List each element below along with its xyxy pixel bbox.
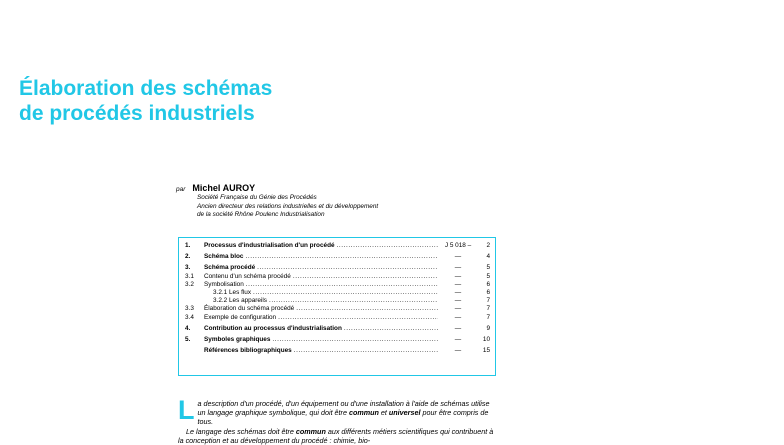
toc-page: 6 (486, 288, 490, 296)
author-name: Michel AUROY (192, 183, 256, 193)
toc-reference: — (454, 272, 462, 280)
toc-reference: — (454, 288, 462, 296)
toc-number: 3.2 (185, 280, 194, 288)
toc-label: Contribution au processus d'industrialisation (204, 324, 342, 332)
toc-reference: — (454, 324, 462, 332)
toc-page: 7 (486, 305, 490, 313)
toc-reference: — (454, 313, 462, 321)
author-affiliation: de la société Rhône Poulenc Industrialisation (197, 210, 325, 218)
toc-page: 10 (482, 335, 490, 343)
toc-label: Élaboration du schéma procédé (204, 305, 295, 313)
toc-page: 7 (486, 313, 490, 321)
toc-reference: — (454, 335, 462, 343)
toc-row[interactable] (185, 264, 490, 272)
table-of-contents (178, 237, 496, 376)
toc-row[interactable] (185, 314, 490, 322)
toc-row[interactable] (185, 242, 490, 250)
toc-row[interactable] (185, 305, 490, 313)
toc-row[interactable] (185, 253, 490, 261)
intro-text (178, 395, 496, 445)
toc-leader (278, 314, 438, 322)
toc-page: 9 (486, 324, 490, 332)
toc-reference: — (454, 305, 462, 313)
author-affiliation: Ancien directeur des relations industrielles et du développement (197, 202, 379, 210)
toc-label: Références bibliographiques (204, 347, 292, 355)
toc-number: 4. (185, 324, 191, 332)
toc-label: Schéma bloc (204, 253, 244, 261)
author-affiliation: Société Française du Génie des Procédés (197, 194, 317, 202)
toc-leader (257, 264, 438, 272)
toc-label: 3.2.2 Les appareils (213, 297, 268, 305)
toc-number: 3.3 (185, 305, 194, 313)
author-block (176, 184, 378, 219)
toc-label: Processus d'industrialisation d'un procédé (204, 242, 335, 249)
toc-number: 3. (185, 264, 191, 272)
toc-label: 3.2.1 Les flux (213, 288, 252, 296)
toc-label: Exemple de configuration (204, 313, 277, 321)
toc-leader (337, 242, 438, 250)
toc-row[interactable] (185, 273, 490, 281)
toc-page: 5 (486, 264, 490, 272)
toc-row[interactable] (185, 281, 490, 289)
toc-leader (296, 305, 438, 313)
toc-reference: — (454, 253, 462, 261)
toc-leader (293, 273, 438, 281)
toc-leader (253, 289, 438, 297)
toc-leader (245, 253, 438, 261)
toc-leader (294, 347, 438, 355)
toc-reference: — (454, 264, 462, 272)
toc-leader (344, 325, 438, 333)
toc-reference: — (454, 297, 462, 305)
toc-label: Symboles graphiques (204, 335, 271, 343)
toc-leader (269, 297, 438, 305)
toc-leader (246, 281, 438, 289)
toc-number: 3.4 (185, 313, 194, 321)
toc-label: Schéma procédé (204, 264, 256, 272)
toc-label: Symbolisation (204, 280, 244, 288)
toc-reference: — (454, 347, 462, 355)
toc-page: 15 (482, 347, 490, 355)
title-line-1: Élaboration des schémas (19, 77, 273, 100)
toc-number: 1. (185, 242, 191, 249)
toc-page: 7 (486, 297, 490, 305)
page-title (19, 76, 272, 126)
toc-page: 4 (486, 253, 490, 261)
toc-number: 2. (185, 253, 191, 261)
author-by: par (176, 186, 186, 193)
drop-cap: L (178, 395, 195, 425)
toc-reference: J 5 018 – (444, 242, 472, 249)
toc-page: 6 (486, 280, 490, 288)
toc-row[interactable] (185, 325, 490, 333)
title-line-2: de procédés industriels (19, 102, 255, 125)
toc-leader (272, 336, 438, 344)
toc-row[interactable] (185, 336, 490, 344)
toc-number: 3.1 (185, 272, 194, 280)
intro-paragraph-2: Le langage des schémas doit être commun aux différents métiers scientifiques qui contribuent à la conception et au développement du procédé : chimie, bio- (178, 426, 494, 445)
toc-row[interactable] (185, 347, 490, 355)
toc-label: Contenu d'un schéma procédé (204, 272, 291, 280)
toc-reference: — (454, 280, 462, 288)
toc-page: 2 (486, 242, 490, 249)
toc-page: 5 (486, 272, 490, 280)
toc-number: 5. (185, 335, 191, 343)
intro-paragraph-1: a description d'un procédé, d'un équipement ou d'une installation à l'aide de schémas utilise un langage graphique symbolique, qui doit être commun et universel pour être compris de tous. (197, 399, 490, 427)
toc-row[interactable] (185, 289, 490, 297)
